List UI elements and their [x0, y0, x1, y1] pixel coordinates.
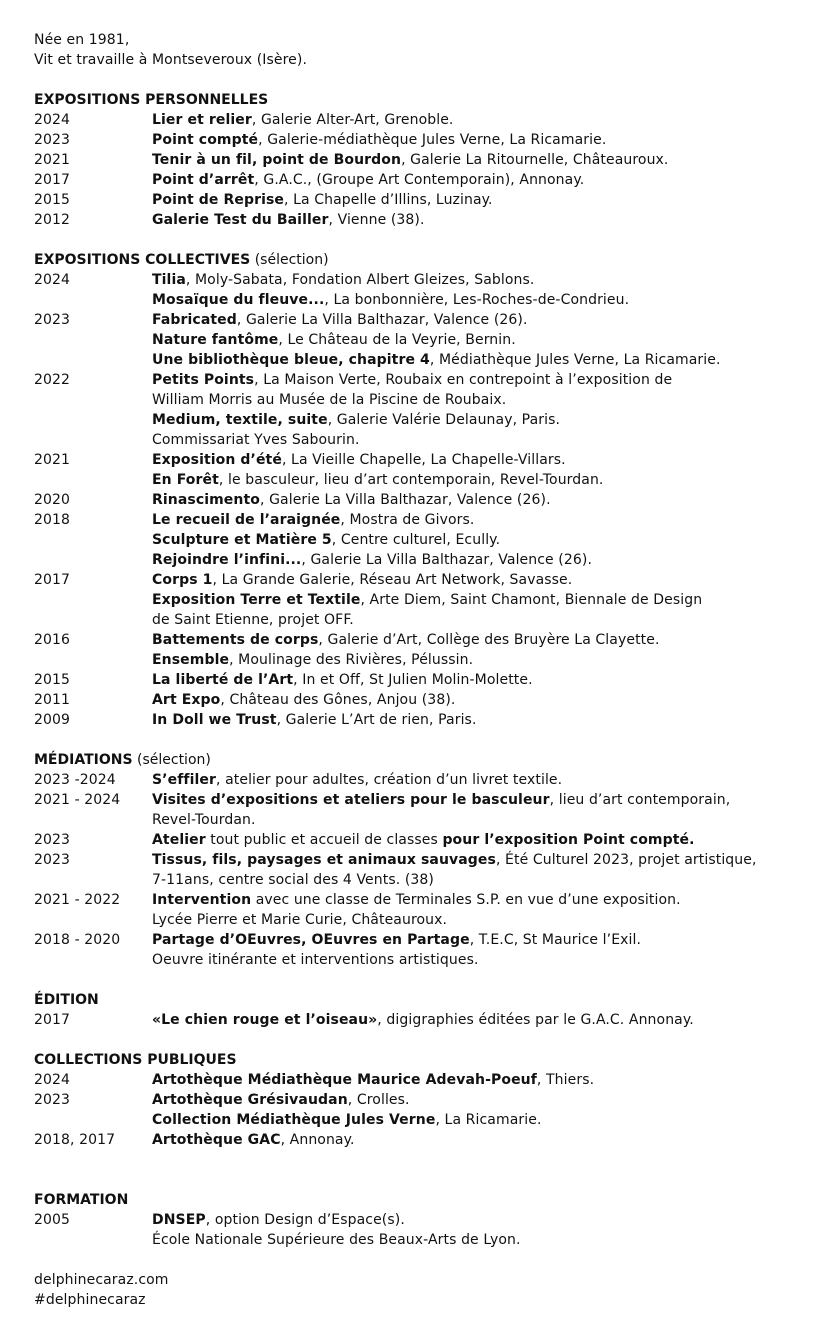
entry-year: 2024 [34, 1072, 71, 1088]
entry-text [152, 150, 669, 170]
expositions-collectives-list [34, 270, 814, 730]
entry-detail: , La Grande Galerie, Réseau Art Network, Savasse. [212, 572, 573, 588]
entry-year [34, 290, 152, 310]
entry-detail: , Le Château de la Veyrie, Bernin. [278, 332, 516, 348]
entry-row [34, 570, 814, 590]
entry-detail: , Arte Diem, Saint Chamont, Biennale de Design [360, 592, 703, 608]
entry-year [34, 1110, 152, 1130]
entry-row [34, 170, 814, 190]
birth-line: Née en 1981, [34, 32, 130, 48]
entry-row [34, 650, 814, 670]
entry-year [34, 870, 152, 890]
entry-title: «Le chien rouge et l’oiseau» [152, 1012, 378, 1028]
section-heading-collections: COLLECTIONS PUBLIQUES [34, 1052, 237, 1068]
entry-year: 2021 - 2022 [34, 892, 121, 908]
entry-year: 2017 [34, 172, 71, 188]
heading-text: EXPOSITIONS COLLECTIVES [34, 252, 251, 268]
cv-document [34, 30, 814, 1310]
entry-text [152, 570, 572, 590]
entry-detail: , Galerie La Villa Balthazar, Valence (26). [236, 312, 528, 328]
entry-title: Fabricated [152, 312, 237, 328]
entry-detail: , Galerie La Ritournelle, Châteauroux. [401, 152, 669, 168]
entry-row [34, 310, 814, 330]
entry-year: 2023 [34, 852, 71, 868]
entry-detail: , le basculeur, lieu d’art contemporain, Revel-Tourdan. [218, 472, 604, 488]
entry-detail: École Nationale Supérieure des Beaux-Arts de Lyon. [152, 1232, 521, 1248]
entry-row [34, 910, 814, 930]
entry-year: 2022 [34, 372, 71, 388]
entry-title: Lier et relier [152, 112, 252, 128]
entry-year [34, 1230, 152, 1250]
entry-detail: , Château des Gônes, Anjou (38). [220, 692, 456, 708]
entry-text [152, 350, 721, 370]
entry-row [34, 770, 814, 790]
entry-year: 2009 [34, 712, 71, 728]
formation-list [34, 1210, 814, 1250]
entry-text [152, 370, 672, 390]
entry-title: Petits Points [152, 372, 255, 388]
entry-year [34, 610, 152, 630]
entry-detail: , Galerie Alter-Art, Grenoble. [251, 112, 454, 128]
entry-year: 2017 [34, 572, 71, 588]
entry-detail: , Annonay. [280, 1132, 355, 1148]
entry-row [34, 710, 814, 730]
entry-title: Atelier [152, 832, 206, 848]
entry-text [152, 770, 562, 790]
entry-row [34, 510, 814, 530]
entry-title: Tenir à un fil, point de Bourdon [152, 152, 402, 168]
entry-text [152, 430, 360, 450]
entry-detail: avec une classe de Terminales S.P. en vue d’une exposition. [251, 892, 681, 908]
entry-text [152, 830, 695, 850]
entry-row [34, 490, 814, 510]
entry-title: Le recueil de l’araignée [152, 512, 341, 528]
entry-title: Medium, textile, suite [152, 412, 328, 428]
entry-detail: , Galerie La Villa Balthazar, Valence (26). [301, 552, 592, 568]
entry-detail: Revel-Tourdan. [152, 812, 256, 828]
entry-title: Tilia [152, 272, 186, 288]
section-heading-expositions-collectives [34, 250, 814, 270]
entry-row [34, 790, 814, 810]
entry-year [34, 650, 152, 670]
entry-title: Galerie Test du Bailler [152, 212, 329, 228]
entry-title: Artothèque GAC [152, 1132, 281, 1148]
entry-text [152, 1070, 594, 1090]
entry-year: 2023 [34, 132, 71, 148]
entry-row [34, 130, 814, 150]
entry-row [34, 530, 814, 550]
heading-text: MÉDIATIONS [34, 752, 133, 768]
entry-year [34, 810, 152, 830]
entry-row [34, 430, 814, 450]
entry-year [34, 590, 152, 610]
entry-detail: , option Design d’Espace(s). [205, 1212, 405, 1228]
entry-year: 2021 [34, 152, 71, 168]
entry-detail: 7-11ans, centre social des 4 Vents. (38) [152, 872, 434, 888]
entry-title: Corps 1 [152, 572, 213, 588]
entry-detail: , Moly-Sabata, Fondation Albert Gleizes, Sablons. [185, 272, 535, 288]
entry-title: Sculpture et Matière 5 [152, 532, 332, 548]
entry-detail: , lieu d’art contemporain, [549, 792, 731, 808]
entry-year: 2018 [34, 512, 71, 528]
entry-detail: , La Ricamarie. [435, 1112, 542, 1128]
entry-year: 2017 [34, 1012, 71, 1028]
entry-detail: , Galerie La Villa Balthazar, Valence (26). [259, 492, 551, 508]
entry-title: Rejoindre l’infini... [152, 552, 302, 568]
collections-list [34, 1070, 814, 1150]
entry-text [152, 670, 533, 690]
entry-row [34, 1210, 814, 1230]
entry-row [34, 1010, 814, 1030]
entry-year: 2023 [34, 312, 71, 328]
entry-detail: William Morris au Musée de la Piscine de Roubaix. [152, 392, 507, 408]
section-heading-formation: FORMATION [34, 1192, 129, 1208]
edition-list [34, 1010, 814, 1030]
entry-title: pour l’exposition Point compté. [442, 832, 695, 848]
entry-title: Nature fantôme [152, 332, 279, 348]
entry-row [34, 390, 814, 410]
entry-row [34, 1090, 814, 1110]
entry-row [34, 110, 814, 130]
entry-detail: Commissariat Yves Sabourin. [152, 432, 360, 448]
entry-text [152, 510, 474, 530]
entry-title: Intervention [152, 892, 252, 908]
entry-row [34, 890, 814, 910]
entry-detail: , Galerie Valérie Delaunay, Paris. [327, 412, 561, 428]
entry-detail: , Thiers. [536, 1072, 595, 1088]
section-heading-expositions-personnelles: EXPOSITIONS PERSONNELLES [34, 92, 269, 108]
entry-title: Rinascimento [152, 492, 260, 508]
entry-text [152, 1130, 355, 1150]
entry-year [34, 330, 152, 350]
entry-year [34, 350, 152, 370]
entry-year [34, 390, 152, 410]
section-heading-edition: ÉDITION [34, 992, 99, 1008]
entry-row [34, 330, 814, 350]
section-heading-mediations [34, 750, 814, 770]
hashtag-text: #delphinecaraz [34, 1292, 146, 1308]
entry-year [34, 550, 152, 570]
entry-row [34, 270, 814, 290]
entry-detail: Lycée Pierre et Marie Curie, Châteauroux. [152, 912, 448, 928]
entry-row [34, 690, 814, 710]
entry-title: Exposition Terre et Textile [152, 592, 361, 608]
entry-detail: , La bonbonnière, Les-Roches-de-Condrieu. [324, 292, 630, 308]
entry-row [34, 210, 814, 230]
entry-text [152, 110, 453, 130]
entry-year: 2018, 2017 [34, 1132, 116, 1148]
entry-detail: , Moulinage des Rivières, Pélussin. [229, 652, 474, 668]
entry-title: Une bibliothèque bleue, chapitre 4 [152, 352, 430, 368]
entry-detail: , Mostra de Givors. [340, 512, 475, 528]
entry-title: La liberté de l’Art [152, 672, 294, 688]
entry-year [34, 430, 152, 450]
entry-title: Battements de corps [152, 632, 319, 648]
entry-text [152, 310, 528, 330]
entry-text [152, 550, 592, 570]
entry-title: Artothèque Grésivaudan [152, 1092, 348, 1108]
entry-detail: , La Vieille Chapelle, La Chapelle-Villars. [281, 452, 566, 468]
entry-text [152, 270, 534, 290]
heading-subtitle: (sélection) [132, 752, 211, 768]
entry-text [152, 190, 493, 210]
entry-text [152, 610, 354, 630]
entry-title: Artothèque Médiathèque Maurice Adevah-Poeuf [152, 1072, 537, 1088]
entry-text [152, 870, 434, 890]
entry-title: Partage d’OEuvres, OEuvres en Partage [152, 932, 470, 948]
entry-text [152, 1110, 542, 1130]
entry-title: Art Expo [152, 692, 221, 708]
entry-text [152, 470, 603, 490]
heading-subtitle: (sélection) [250, 252, 329, 268]
expositions-personnelles-list [34, 110, 814, 230]
entry-row [34, 850, 814, 870]
entry-row [34, 1230, 814, 1250]
entry-text [152, 930, 641, 950]
entry-title: Point d’arrêt [152, 172, 255, 188]
entry-text [152, 950, 479, 970]
entry-text [152, 450, 566, 470]
entry-year: 2012 [34, 212, 71, 228]
entry-text [152, 630, 660, 650]
entry-detail: , atelier pour adultes, création d’un livret textile. [215, 772, 563, 788]
entry-row [34, 550, 814, 570]
entry-year [34, 410, 152, 430]
entry-year [34, 910, 152, 930]
entry-detail: , Centre culturel, Ecully. [331, 532, 501, 548]
entry-row [34, 610, 814, 630]
entry-row [34, 190, 814, 210]
entry-row [34, 1130, 814, 1150]
entry-row [34, 410, 814, 430]
entry-text [152, 390, 506, 410]
entry-text [152, 410, 560, 430]
entry-detail: , In et Off, St Julien Molin-Molette. [293, 672, 533, 688]
entry-detail: tout public et accueil de classes [205, 832, 443, 848]
entry-title: In Doll we Trust [152, 712, 277, 728]
entry-year: 2021 [34, 452, 71, 468]
entry-year: 2016 [34, 632, 71, 648]
entry-year: 2023 [34, 832, 71, 848]
entry-year: 2024 [34, 112, 71, 128]
entry-text [152, 810, 256, 830]
entry-text [152, 210, 425, 230]
entry-detail: , Vienne (38). [328, 212, 425, 228]
entry-year: 2005 [34, 1212, 71, 1228]
entry-text [152, 710, 477, 730]
entry-text [152, 650, 473, 670]
entry-detail: , G.A.C., (Groupe Art Contemporain), Annonay. [254, 172, 585, 188]
entry-title: Mosaïque du fleuve... [152, 292, 325, 308]
entry-text [152, 690, 455, 710]
entry-row [34, 1110, 814, 1130]
entry-row [34, 1070, 814, 1090]
entry-text [152, 1090, 410, 1110]
entry-year: 2018 - 2020 [34, 932, 121, 948]
entry-row [34, 630, 814, 650]
entry-detail: , Galerie-médiathèque Jules Verne, La Ricamarie. [258, 132, 607, 148]
entry-title: En Forêt [152, 472, 219, 488]
entry-text [152, 590, 702, 610]
entry-row [34, 350, 814, 370]
entry-text [152, 1010, 694, 1030]
entry-title: Ensemble [152, 652, 230, 668]
entry-row [34, 930, 814, 950]
entry-year: 2023 -2024 [34, 772, 116, 788]
entry-title: Collection Médiathèque Jules Verne [152, 1112, 436, 1128]
entry-row [34, 590, 814, 610]
website-link[interactable]: delphinecaraz.com [34, 1272, 169, 1288]
entry-year [34, 530, 152, 550]
entry-title: S’effiler [152, 772, 216, 788]
entry-year: 2011 [34, 692, 71, 708]
entry-text [152, 330, 516, 350]
entry-year: 2021 - 2024 [34, 792, 121, 808]
entry-detail: , La Maison Verte, Roubaix en contrepoint à l’exposition de [254, 372, 673, 388]
entry-year [34, 950, 152, 970]
mediations-list [34, 770, 814, 970]
entry-row [34, 370, 814, 390]
entry-title: Tissus, fils, paysages et animaux sauvages [152, 852, 496, 868]
entry-row [34, 670, 814, 690]
entry-title: Point de Reprise [152, 192, 285, 208]
entry-text [152, 530, 500, 550]
entry-detail: de Saint Etienne, projet OFF. [152, 612, 354, 628]
entry-text [152, 850, 757, 870]
entry-row [34, 470, 814, 490]
entry-row [34, 290, 814, 310]
entry-text [152, 790, 730, 810]
entry-title: DNSEP [152, 1212, 206, 1228]
entry-title: Visites d’expositions et ateliers pour le basculeur [152, 792, 550, 808]
entry-text [152, 890, 681, 910]
entry-row [34, 450, 814, 470]
entry-detail: , Été Culturel 2023, projet artistique, [495, 852, 757, 868]
entry-detail: , La Chapelle d’Illins, Luzinay. [284, 192, 493, 208]
residence-line: Vit et travaille à Montseveroux (Isère). [34, 52, 308, 68]
entry-text [152, 1230, 521, 1250]
entry-year: 2024 [34, 272, 71, 288]
entry-row [34, 150, 814, 170]
entry-text [152, 170, 584, 190]
entry-year [34, 470, 152, 490]
entry-row [34, 870, 814, 890]
entry-detail: , Galerie L’Art de rien, Paris. [276, 712, 477, 728]
entry-row [34, 810, 814, 830]
entry-year: 2020 [34, 492, 71, 508]
entry-title: Point compté [152, 132, 259, 148]
entry-text [152, 910, 447, 930]
entry-text [152, 1210, 405, 1230]
entry-text [152, 490, 551, 510]
entry-year: 2015 [34, 192, 71, 208]
entry-detail: , Médiathèque Jules Verne, La Ricamarie. [429, 352, 721, 368]
entry-detail: Oeuvre itinérante et interventions artistiques. [152, 952, 479, 968]
entry-row [34, 830, 814, 850]
entry-detail: , T.E.C, St Maurice l’Exil. [469, 932, 642, 948]
entry-row [34, 950, 814, 970]
entry-text [152, 130, 606, 150]
entry-detail: , digigraphies éditées par le G.A.C. Annonay. [377, 1012, 694, 1028]
entry-year: 2023 [34, 1092, 71, 1108]
entry-detail: , Galerie d’Art, Collège des Bruyère La Clayette. [318, 632, 660, 648]
entry-text [152, 290, 629, 310]
entry-year: 2015 [34, 672, 71, 688]
entry-detail: , Crolles. [347, 1092, 410, 1108]
entry-title: Exposition d’été [152, 452, 282, 468]
